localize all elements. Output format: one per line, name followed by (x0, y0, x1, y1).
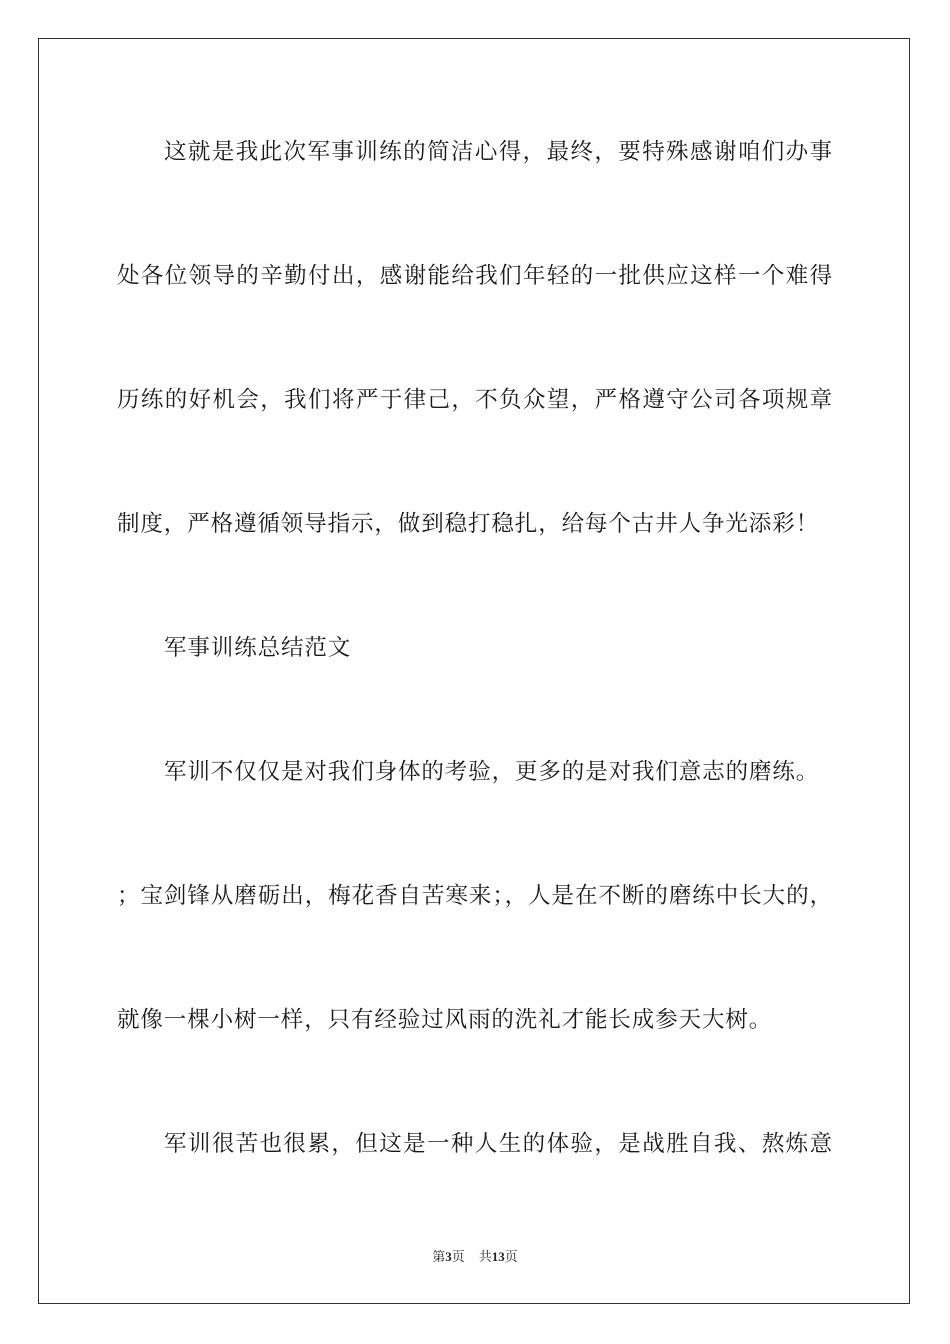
text-line-9: 军训很苦也很累，但这是一种人生的体验，是战胜自我、熬炼意 (164, 1131, 833, 1157)
text-line-2: 处各位领导的辛勤付出，感谢能给我们年轻的一批供应这样一个难得 (117, 263, 833, 289)
text-line-7: ；宝剑锋从磨砺出，梅花香自苦寒来；，人是在不断的磨练中长大的， (117, 883, 833, 909)
text-line-6: 军训不仅仅是对我们身体的考验，更多的是对我们意志的磨练。 (164, 759, 820, 785)
text-line-3: 历练的好机会，我们将严于律己，不负众望，严格遵守公司各项规章 (117, 387, 833, 413)
text-line-1: 这就是我此次军事训练的简洁心得，最终，要特殊感谢咱们办事 (164, 139, 833, 165)
total-pages-number: 13 (491, 1249, 505, 1264)
page-footer (0, 1248, 950, 1267)
page-border (38, 38, 910, 1304)
page-prefix: 第 (432, 1250, 446, 1265)
total-prefix: 共 (478, 1250, 492, 1265)
page-suffix: 页 (451, 1250, 465, 1265)
section-heading: 军事训练总结范文 (164, 635, 352, 661)
current-page-number: 3 (445, 1249, 452, 1264)
text-line-4: 制度，严格遵循领导指示，做到稳打稳扎，给每个古井人争光添彩！ (117, 511, 820, 537)
total-suffix: 页 (504, 1250, 518, 1265)
text-line-8: 就像一棵小树一样，只有经验过风雨的洗礼才能长成参天大树。 (117, 1007, 773, 1033)
